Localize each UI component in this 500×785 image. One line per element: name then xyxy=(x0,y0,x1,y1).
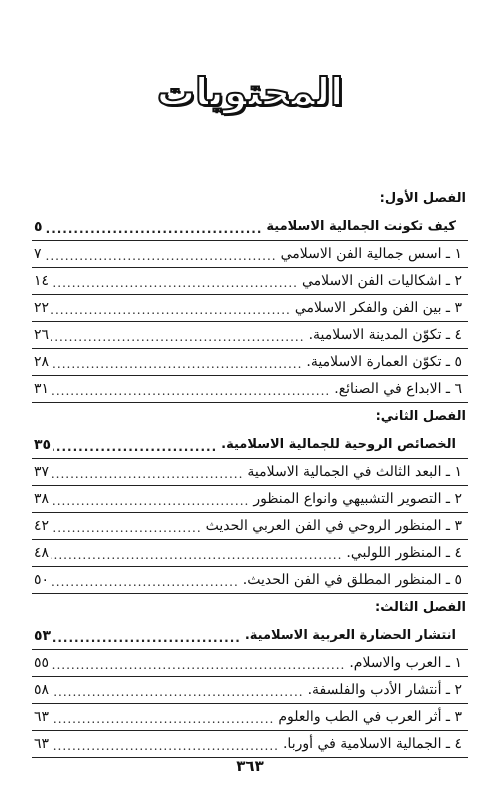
toc-entry-title: ٢ ـ اشكاليات الفن الاسلامي xyxy=(301,273,462,289)
toc-entry-title: الخصائص الروحية للجمالية الاسلامية. xyxy=(221,437,456,452)
toc-entry-title: ٥ ـ تكوّن العمارة الاسلامية. xyxy=(306,354,462,370)
chapter-3-heading[interactable] xyxy=(32,622,468,650)
toc-entry-title: ٢ ـ التصوير التشبيهي وانواع المنظور xyxy=(253,491,462,507)
toc-entry[interactable] xyxy=(32,322,468,349)
toc-entry-title: ٢ ـ أنتشار الأدب والفلسفة. xyxy=(307,682,462,698)
toc-entry-title: ٦ ـ الابداع في الصنائع. xyxy=(334,381,462,397)
toc-entry-title: ١ ـ البعد الثالث في الجمالية الاسلامية xyxy=(247,464,462,480)
toc-entry[interactable] xyxy=(32,677,468,704)
toc-entry-title: ٣ ـ بين الفن والفكر الاسلامي xyxy=(294,300,462,316)
dot-leader xyxy=(51,495,249,507)
dot-leader xyxy=(51,686,304,698)
toc-entry-page: ٣٨ xyxy=(34,491,50,507)
toc-entry-page: ١٤ xyxy=(34,273,50,289)
toc-entry[interactable] xyxy=(32,268,468,295)
toc-entry[interactable] xyxy=(32,486,468,513)
toc-entry[interactable] xyxy=(32,241,468,268)
dot-leader xyxy=(51,468,243,480)
dot-leader xyxy=(51,576,239,588)
chapter-1-heading[interactable] xyxy=(32,213,468,241)
toc-entry[interactable] xyxy=(32,540,468,567)
chapter-3-label: الفصل الثالث: xyxy=(375,600,466,615)
toc-entry[interactable] xyxy=(32,376,468,403)
page-title: المحتويات xyxy=(156,70,344,114)
dot-leader xyxy=(51,522,202,534)
toc-entry[interactable] xyxy=(32,513,468,540)
toc-entry[interactable] xyxy=(32,731,468,758)
dot-leader xyxy=(51,713,274,725)
toc-entry-page: ٧ xyxy=(34,246,42,262)
toc-entry-title: ٣ ـ أثر العرب في الطب والعلوم xyxy=(278,709,462,725)
dot-leader xyxy=(51,331,305,343)
toc-entry-title: ٤ ـ الجمالية الاسلامية في أوربا. xyxy=(282,736,462,752)
toc-entry[interactable] xyxy=(32,567,468,594)
toc-entry-page: ٥٥ xyxy=(34,655,50,671)
toc-entry-title: ١ ـ العرب والاسلام. xyxy=(349,655,462,671)
toc-entry-page: ٢٦ xyxy=(34,327,50,343)
toc-entry-title: انتشار الحضارة العربية الاسلامية. xyxy=(244,628,456,643)
toc-entry-title: ٥ ـ المنظور المطلق في الفن الحديث. xyxy=(242,572,462,588)
toc-entry-page: ٦٣ xyxy=(34,709,50,725)
toc-entry-title: ٤ ـ المنظور اللولبي. xyxy=(346,545,462,561)
toc-entry-page: ٤٢ xyxy=(34,518,50,534)
title-block xyxy=(0,70,500,114)
toc-entry-page: ٥٨ xyxy=(34,682,50,698)
toc-entry-title: ٤ ـ تكوّن المدينة الاسلامية. xyxy=(308,327,462,343)
dot-leader xyxy=(51,549,342,561)
dot-leader xyxy=(51,740,279,752)
toc-entry-page: ٥ xyxy=(34,218,43,235)
dot-leader xyxy=(51,659,345,671)
chapter-1-label: الفصل الأول: xyxy=(379,191,466,206)
dot-leader xyxy=(53,441,217,453)
dot-leader xyxy=(51,277,298,289)
table-of-contents xyxy=(32,185,468,758)
toc-entry[interactable] xyxy=(32,704,468,731)
toc-entry-page: ٥٠ xyxy=(34,572,50,588)
toc-entry[interactable] xyxy=(32,650,468,677)
toc-entry[interactable] xyxy=(32,349,468,376)
toc-entry-page: ٣٧ xyxy=(34,464,50,480)
toc-entry-page: ٥٣ xyxy=(34,627,52,644)
dot-leader xyxy=(51,385,330,397)
dot-leader xyxy=(51,304,291,316)
dot-leader xyxy=(51,358,302,370)
page-number: ٣٦٣ xyxy=(236,757,264,775)
toc-entry-page: ٢٨ xyxy=(34,354,50,370)
dot-leader xyxy=(45,223,263,235)
toc-entry-page: ٣٥ xyxy=(34,436,52,453)
toc-entry-title: ٣ ـ المنظور الروحي في الفن العربي الحديث xyxy=(205,518,462,534)
toc-entry-title: ١ ـ اسس جمالية الفن الاسلامي xyxy=(280,246,462,262)
toc-entry-page: ٤٨ xyxy=(34,545,50,561)
toc-entry-page: ٢٢ xyxy=(34,300,50,316)
toc-entry[interactable] xyxy=(32,459,468,486)
dot-leader xyxy=(44,250,277,262)
chapter-2-label: الفصل الثاني: xyxy=(375,409,466,424)
chapter-2-heading[interactable] xyxy=(32,431,468,459)
toc-entry[interactable] xyxy=(32,295,468,322)
toc-entry-title: كيف تكونت الجمالية الاسلامية xyxy=(266,219,456,234)
toc-entry-page: ٣١ xyxy=(34,381,50,397)
toc-entry-page: ٦٣ xyxy=(34,736,50,752)
dot-leader xyxy=(53,632,241,644)
